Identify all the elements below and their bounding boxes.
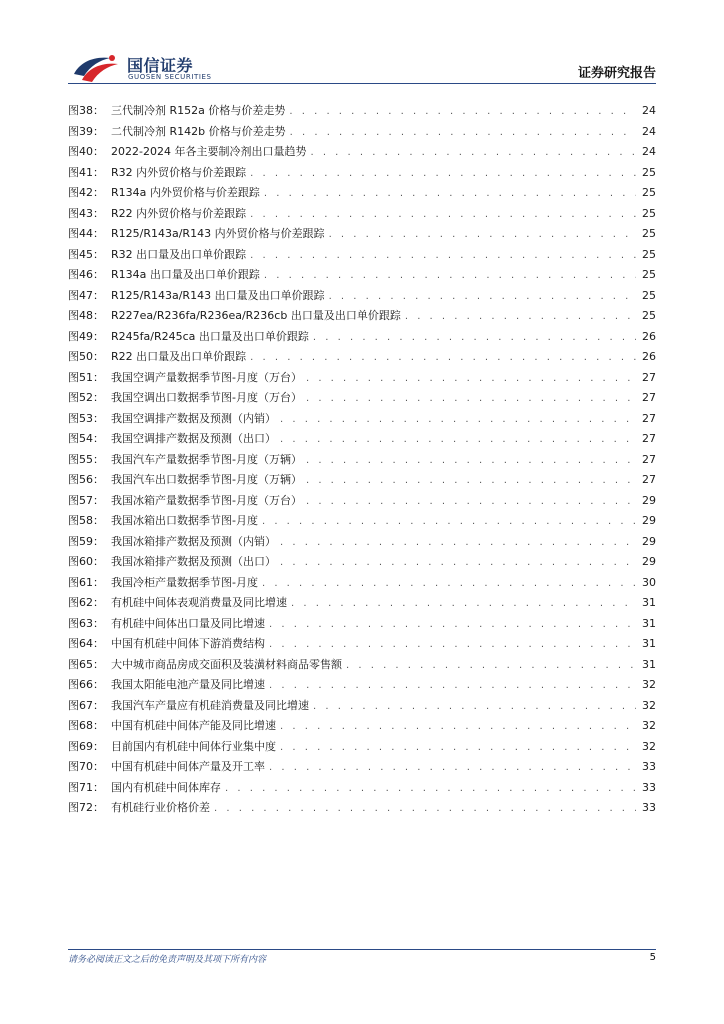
toc-figure-label: 图48：: [68, 309, 104, 322]
toc-leader-dots: [329, 287, 636, 308]
toc-leader-dots: [306, 389, 636, 410]
toc-figure-label: 图63：: [68, 616, 104, 630]
footer-divider: [68, 949, 656, 950]
disclaimer-note: 请务必阅读正文之后的免责声明及其项下所有内容: [68, 955, 267, 965]
toc-page-number: 27: [642, 370, 656, 384]
toc-entry[interactable]: [68, 183, 656, 204]
toc-entry[interactable]: [68, 798, 656, 819]
toc-leader-dots: [280, 553, 636, 574]
toc-figure-title: R134a 内外贸价格与价差跟踪: [111, 186, 260, 199]
toc-figure-label: 图44：: [68, 227, 104, 240]
toc-entry[interactable]: [68, 388, 656, 409]
toc-figure-label: 图45：: [68, 247, 104, 261]
toc-entry[interactable]: [68, 306, 656, 327]
report-type-label: 证券研究报告: [577, 66, 656, 81]
toc-leader-dots: [280, 533, 636, 554]
toc-figure-label: 图57：: [68, 493, 104, 507]
toc-leader-dots: [225, 779, 636, 800]
toc-entry[interactable]: [68, 757, 656, 778]
toc-leader-dots: [250, 246, 636, 267]
toc-page-number: 33: [642, 780, 656, 794]
toc-figure-label: 图64：: [68, 637, 104, 650]
toc-leader-dots: [269, 676, 636, 697]
toc-entry[interactable]: [68, 347, 656, 368]
toc-leader-dots: [250, 348, 636, 369]
toc-entry[interactable]: [68, 204, 656, 225]
toc-figure-label: 图51：: [68, 370, 104, 384]
toc-figure-label: 图53：: [68, 411, 104, 425]
toc-figure-label: 图60：: [68, 555, 104, 568]
guosen-logo-icon: [72, 52, 122, 84]
toc-leader-dots: [313, 697, 636, 718]
toc-figure-title: 我国汽车出口数据季节图-月度（万辆）: [111, 473, 302, 486]
toc-leader-dots: [346, 656, 636, 677]
toc-leader-dots: [269, 635, 636, 656]
toc-figure-label: 图62：: [68, 596, 104, 609]
toc-figure-title: R32 出口量及出口单价跟踪: [111, 247, 247, 261]
company-name-cn: 国信证券: [127, 56, 194, 75]
toc-entry[interactable]: [68, 470, 656, 491]
toc-leader-dots: [214, 799, 636, 820]
toc-figure-title: 有机硅中间体表观消费量及同比增速: [111, 596, 287, 609]
toc-figure-title: 我国汽车产量应有机硅消费量及同比增速: [111, 698, 309, 712]
toc-entry[interactable]: [68, 552, 656, 573]
toc-figure-label: 图71：: [68, 780, 104, 794]
toc-entry[interactable]: [68, 122, 656, 143]
toc-figure-title: 二代制冷剂 R142b 价格与价差走势: [111, 124, 286, 138]
toc-leader-dots: [250, 164, 636, 185]
toc-figure-label: 图61：: [68, 575, 104, 589]
toc-figure-title: R22 出口量及出口单价跟踪: [111, 350, 247, 363]
toc-page-number: 24: [642, 104, 656, 117]
toc-figure-title: 我国空调产量数据季节图-月度（万台）: [111, 370, 302, 384]
toc-entry[interactable]: [68, 265, 656, 286]
toc-figure-title: 大中城市商品房成交面积及装潢材料商品零售额: [111, 657, 342, 671]
toc-leader-dots: [280, 738, 636, 759]
toc-figure-title: R227ea/R236fa/R236ea/R236cb 出口量及出口单价跟踪: [111, 309, 401, 322]
toc-figure-title: 我国冰箱出口数据季节图-月度: [111, 514, 258, 527]
toc-leader-dots: [291, 594, 636, 615]
toc-leader-dots: [306, 471, 636, 492]
toc-page-number: 33: [642, 801, 656, 814]
toc-figure-label: 图41：: [68, 165, 104, 179]
toc-page-number: 26: [642, 350, 656, 363]
company-logo: [72, 52, 222, 84]
toc-leader-dots: [329, 225, 636, 246]
toc-entry[interactable]: [68, 675, 656, 696]
toc-figure-title: 我国冰箱排产数据及预测（出口）: [111, 555, 276, 568]
toc-entry[interactable]: [68, 429, 656, 450]
toc-figure-label: 图42：: [68, 186, 104, 199]
toc-leader-dots: [262, 574, 636, 595]
toc-page-number: 31: [642, 596, 656, 609]
toc-page-number: 25: [642, 247, 656, 261]
toc-figure-title: R32 内外贸价格与价差跟踪: [111, 165, 247, 179]
toc-figure-label: 图69：: [68, 739, 104, 753]
toc-page-number: 25: [642, 309, 656, 322]
toc-figure-label: 图68：: [68, 719, 104, 732]
toc-page-number: 31: [642, 616, 656, 630]
toc-leader-dots: [289, 102, 636, 123]
toc-page-number: 30: [642, 575, 656, 589]
toc-leader-dots: [280, 410, 636, 431]
toc-entry[interactable]: [68, 286, 656, 307]
toc-page-number: 25: [642, 186, 656, 199]
toc-leader-dots: [264, 184, 636, 205]
toc-entry[interactable]: [68, 224, 656, 245]
toc-figure-title: 我国冷柜产量数据季节图-月度: [111, 575, 258, 589]
toc-page-number: 29: [642, 514, 656, 527]
toc-figure-label: 图58：: [68, 514, 104, 527]
toc-figure-title: 我国空调排产数据及预测（内销）: [111, 411, 276, 425]
toc-page-number: 32: [642, 678, 656, 691]
toc-page-number: 32: [642, 719, 656, 732]
toc-page-number: 29: [642, 555, 656, 568]
toc-figure-label: 图39：: [68, 124, 104, 138]
toc-page-number: 27: [642, 473, 656, 486]
toc-figure-title: 我国空调出口数据季节图-月度（万台）: [111, 391, 302, 404]
toc-figure-label: 图38：: [68, 104, 104, 117]
toc-figure-label: 图56：: [68, 473, 104, 486]
toc-page-number: 29: [642, 534, 656, 548]
toc-entry[interactable]: [68, 101, 656, 122]
toc-page-number: 32: [642, 698, 656, 712]
toc-figure-label: 图66：: [68, 678, 104, 691]
toc-entry[interactable]: [68, 696, 656, 717]
toc-figure-title: 我国冰箱排产数据及预测（内销）: [111, 534, 276, 548]
toc-leader-dots: [280, 717, 636, 738]
toc-page-number: 24: [642, 124, 656, 138]
toc-figure-label: 图47：: [68, 288, 104, 302]
toc-entry[interactable]: [68, 368, 656, 389]
toc-figure-label: 图52：: [68, 391, 104, 404]
toc-figure-label: 图72：: [68, 801, 104, 814]
toc-page-number: 26: [642, 329, 656, 343]
toc-leader-dots: [269, 615, 636, 636]
toc-page-number: 25: [642, 165, 656, 179]
toc-figure-label: 图49：: [68, 329, 104, 343]
toc-entry[interactable]: [68, 778, 656, 799]
toc-page-number: 31: [642, 657, 656, 671]
toc-leader-dots: [264, 266, 636, 287]
toc-figure-label: 图55：: [68, 452, 104, 466]
toc-figure-title: 我国空调排产数据及预测（出口）: [111, 432, 276, 445]
toc-page-number: 27: [642, 432, 656, 445]
toc-page-number: 27: [642, 411, 656, 425]
toc-figure-label: 图40：: [68, 145, 104, 158]
company-name-en: GUOSEN SECURITIES: [128, 73, 212, 81]
toc-entry[interactable]: [68, 737, 656, 758]
toc-entry[interactable]: [68, 614, 656, 635]
toc-figure-label: 图65：: [68, 657, 104, 671]
toc-entry[interactable]: [68, 511, 656, 532]
toc-page-number: 25: [642, 288, 656, 302]
toc-page-number: 27: [642, 452, 656, 466]
toc-page-number: 33: [642, 760, 656, 773]
toc-entry[interactable]: [68, 491, 656, 512]
toc-leader-dots: [269, 758, 636, 779]
toc-page-number: 25: [642, 227, 656, 240]
toc-leader-dots: [306, 369, 636, 390]
toc-entry[interactable]: [68, 327, 656, 348]
toc-entry[interactable]: [68, 634, 656, 655]
toc-entry[interactable]: [68, 450, 656, 471]
toc-entry[interactable]: [68, 409, 656, 430]
toc-figure-title: 有机硅中间体出口量及同比增速: [111, 616, 265, 630]
toc-page-number: 29: [642, 493, 656, 507]
toc-entry[interactable]: [68, 655, 656, 676]
toc-figure-label: 图43：: [68, 206, 104, 220]
toc-entry[interactable]: [68, 573, 656, 594]
page-number: 5: [649, 952, 656, 963]
toc-figure-title: 中国有机硅中间体产量及开工率: [111, 760, 265, 773]
toc-page-number: 25: [642, 268, 656, 281]
figure-toc-list: [68, 101, 656, 819]
toc-figure-label: 图59：: [68, 534, 104, 548]
toc-entry[interactable]: [68, 593, 656, 614]
toc-figure-title: 中国有机硅中间体产能及同比增速: [111, 719, 276, 732]
toc-figure-title: 国内有机硅中间体库存: [111, 780, 221, 794]
toc-figure-title: R134a 出口量及出口单价跟踪: [111, 268, 260, 281]
toc-figure-title: 三代制冷剂 R152a 价格与价差走势: [111, 104, 286, 117]
toc-figure-title: R22 内外贸价格与价差跟踪: [111, 206, 247, 220]
toc-figure-title: R245fa/R245ca 出口量及出口单价跟踪: [111, 329, 309, 343]
toc-leader-dots: [405, 307, 636, 328]
toc-entry[interactable]: [68, 142, 656, 163]
toc-leader-dots: [313, 328, 636, 349]
toc-figure-title: R125/R143a/R143 内外贸价格与价差跟踪: [111, 227, 325, 240]
toc-page-number: 25: [642, 206, 656, 220]
toc-leader-dots: [290, 123, 636, 144]
toc-leader-dots: [306, 492, 636, 513]
toc-leader-dots: [280, 430, 636, 451]
toc-figure-label: 图54：: [68, 432, 104, 445]
toc-figure-label: 图67：: [68, 698, 104, 712]
header-divider: [68, 83, 656, 84]
toc-leader-dots: [262, 512, 636, 533]
toc-entry[interactable]: [68, 245, 656, 266]
toc-figure-label: 图50：: [68, 350, 104, 363]
toc-figure-title: 我国冰箱产量数据季节图-月度（万台）: [111, 493, 302, 507]
toc-figure-label: 图46：: [68, 268, 104, 281]
toc-page-number: 31: [642, 637, 656, 650]
toc-leader-dots: [310, 143, 636, 164]
toc-leader-dots: [250, 205, 636, 226]
toc-figure-title: 2022-2024 年各主要制冷剂出口量趋势: [111, 145, 307, 158]
page-header: [0, 0, 724, 90]
toc-figure-title: R125/R143a/R143 出口量及出口单价跟踪: [111, 288, 325, 302]
toc-figure-title: 中国有机硅中间体下游消费结构: [111, 637, 265, 650]
toc-figure-title: 有机硅行业价格价差: [111, 801, 210, 814]
toc-figure-label: 图70：: [68, 760, 104, 773]
toc-page-number: 24: [642, 145, 656, 158]
toc-leader-dots: [306, 451, 636, 472]
toc-figure-title: 我国汽车产量数据季节图-月度（万辆）: [111, 452, 302, 466]
toc-entry[interactable]: [68, 532, 656, 553]
toc-figure-title: 我国太阳能电池产量及同比增速: [111, 678, 265, 691]
toc-entry[interactable]: [68, 716, 656, 737]
toc-entry[interactable]: [68, 163, 656, 184]
toc-page-number: 27: [642, 391, 656, 404]
toc-figure-title: 目前国内有机硅中间体行业集中度: [111, 739, 276, 753]
toc-page-number: 32: [642, 739, 656, 753]
